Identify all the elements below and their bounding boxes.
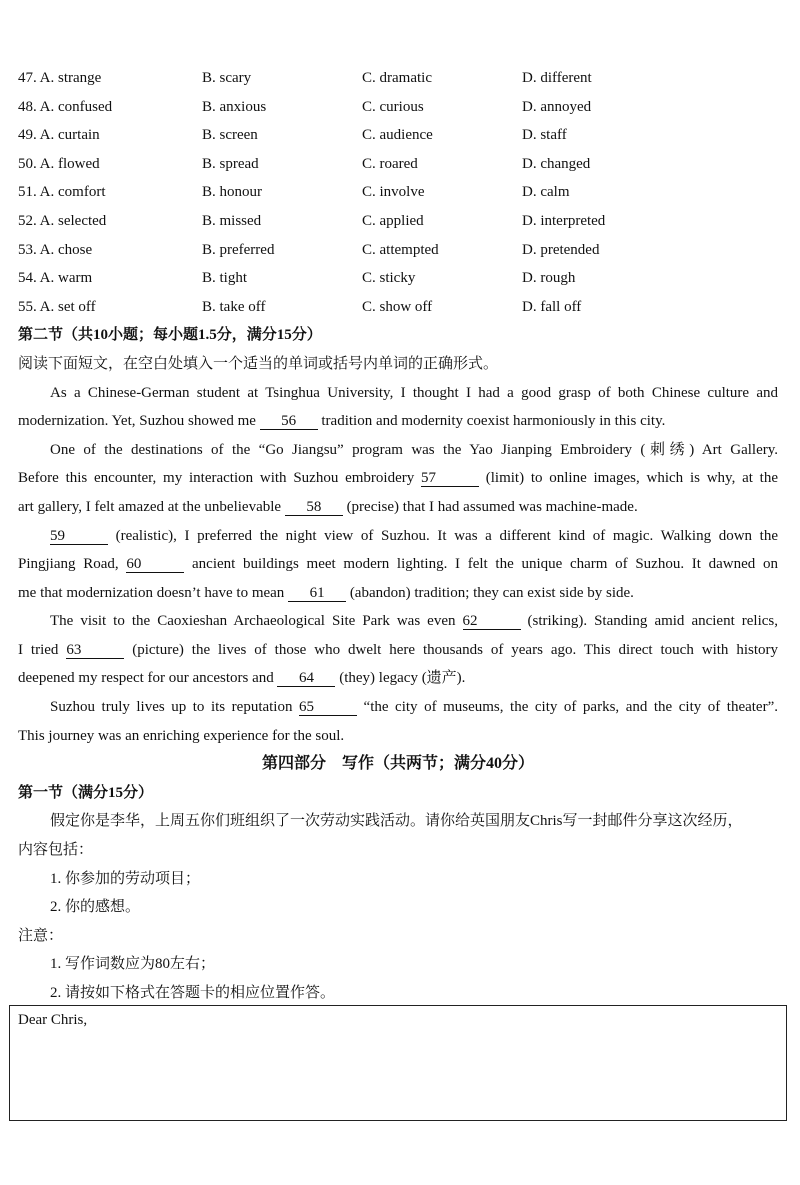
greeting: Dear Chris,	[18, 1012, 88, 1028]
option-row	[18, 150, 778, 179]
section-heading: 第二节（共10小题；每小题1.5分，满分15分）	[18, 327, 322, 344]
option-choice: B. honour	[202, 184, 262, 201]
option-choice: D. pretended	[522, 241, 600, 258]
option-choice: 55. A. set off	[18, 298, 96, 315]
option-choice: B. anxious	[202, 98, 267, 115]
text-segment: The visit to the Caoxieshan Archaeological Site Park was even	[50, 613, 463, 630]
option-choice: D. calm	[522, 184, 570, 201]
paragraph-line	[18, 379, 778, 408]
text-segment: modernization. Yet, Suzhou showed me	[18, 413, 260, 430]
option-choice: 53. A. chose	[18, 241, 93, 258]
option-row	[18, 293, 778, 322]
option-choice: 54. A. warm	[18, 270, 93, 287]
answer-blank[interactable]: 63	[66, 642, 124, 659]
option-choice: 47. A. strange	[18, 70, 102, 86]
text-segment: “the city of museums, the city of parks, and the city of theater”.	[357, 699, 778, 716]
text-segment: ancient buildings meet modern lighting. I felt the unique charm of Suzhou. It dawned on	[184, 556, 778, 573]
answer-blank[interactable]: 65	[299, 699, 357, 716]
text-segment: (striking). Standing amid ancient relics,	[520, 613, 778, 630]
option-choice: B. missed	[202, 212, 262, 229]
note-item: 2. 请按如下格式在答题卡的相应位置作答。	[50, 985, 336, 1001]
task-description-cont: 内容包括：	[18, 842, 94, 859]
option-choice: 51. A. comfort	[18, 184, 106, 201]
option-row	[18, 64, 778, 93]
option-choice: 50. A. flowed	[18, 155, 100, 172]
exam-page	[18, 64, 778, 1008]
text-segment: tradition and modernity coexist harmoniously in this city.	[317, 413, 666, 430]
content-item: 2. 你的感想。	[50, 899, 141, 916]
answer-box[interactable]	[9, 1005, 787, 1121]
answer-blank[interactable]: 59	[50, 528, 108, 545]
text-segment: deepened my respect for our ancestors and	[18, 670, 278, 687]
paragraph-line	[18, 579, 778, 608]
text-segment: Before this encounter, my interaction with Suzhou embroidery	[18, 470, 421, 487]
option-row	[18, 207, 778, 236]
option-choice: C. dramatic	[362, 70, 432, 86]
text-segment: (picture) the lives of those who dwelt here thousands of years ago. This direct touch with history	[124, 641, 779, 658]
paragraph-line	[18, 522, 778, 551]
answer-blank[interactable]: 58	[285, 499, 343, 516]
option-choice: C. curious	[362, 98, 424, 115]
paragraph-line	[18, 550, 778, 579]
text-segment: (they) legacy (遗产).	[335, 670, 466, 687]
paragraph-line	[18, 407, 778, 436]
answer-blank[interactable]: 56	[260, 413, 318, 430]
instruction: 阅读下面短文，在空白处填入一个适当的单词或括号内单词的正确形式。	[18, 355, 499, 372]
task-description: 假定你是李华，上周五你们班组织了一次劳动实践活动。请你给英国朋友Chris写一封邮件分享这次经历，	[50, 813, 743, 830]
option-choice: C. involve	[362, 184, 425, 201]
text-segment: Pingjiang Road,	[18, 556, 127, 573]
answer-blank[interactable]: 64	[277, 670, 335, 687]
option-choice: D. rough	[522, 270, 576, 287]
option-choice: B. take off	[202, 298, 266, 315]
text-segment: (realistic), I preferred the night view of Suzhou. It was a different kind of magic. Walking down the	[108, 527, 778, 544]
option-choice: B. preferred	[202, 241, 275, 258]
option-choice: D. interpreted	[522, 212, 606, 229]
option-choice: D. changed	[522, 155, 591, 172]
option-row	[18, 264, 778, 293]
text-segment: As a Chinese-German student at Tsinghua University, I thought I had a good grasp of both Chinese culture and	[50, 384, 778, 401]
option-choice: C. audience	[362, 127, 433, 144]
option-choice: C. attempted	[362, 241, 439, 258]
text-segment: I tried	[18, 641, 67, 658]
paragraph-line	[18, 607, 778, 636]
text-segment: This journey was an enriching experience for the soul.	[18, 727, 345, 744]
option-choice: B. scary	[202, 70, 252, 86]
text-segment: me that modernization doesn’t have to mean	[18, 584, 289, 601]
note-item: 1. 写作词数应为80左右；	[50, 956, 216, 973]
text-segment: art gallery, I felt amazed at the unbelievable	[18, 498, 285, 515]
paragraph-line	[18, 436, 778, 465]
option-choice: D. different	[522, 70, 592, 86]
option-choice: C. show off	[362, 298, 433, 315]
option-choice: 52. A. selected	[18, 212, 107, 229]
option-choice: B. tight	[202, 270, 248, 287]
option-choice: C. roared	[362, 155, 418, 172]
option-row	[18, 236, 778, 265]
paragraph-line	[18, 493, 778, 522]
option-choice: B. screen	[202, 127, 258, 144]
option-row	[18, 93, 778, 122]
option-choice: D. fall off	[522, 298, 582, 315]
part-title: 第四部分 写作（共两节；满分40分）	[261, 755, 534, 773]
paragraph-line	[18, 464, 778, 493]
paragraph-line	[18, 722, 778, 751]
content-item: 1. 你参加的劳动项目；	[50, 870, 201, 887]
text-segment: (abandon) tradition; they can exist side by side.	[346, 584, 634, 601]
option-choice: 49. A. curtain	[18, 127, 100, 144]
option-choice: 48. A. confused	[18, 98, 113, 115]
answer-blank[interactable]: 61	[288, 585, 346, 602]
text-segment: (limit) to online images, which is why, at the	[478, 470, 778, 487]
notes-label: 注意：	[18, 927, 64, 944]
option-choice: B. spread	[202, 155, 259, 172]
option-choice: C. applied	[362, 212, 424, 229]
option-row	[18, 178, 778, 207]
paragraph-line	[18, 664, 778, 693]
text-segment: One of the destinations of the “Go Jiangsu” program was the Yao Jianping Embroidery (刺绣) Art Gallery.	[50, 441, 778, 458]
option-choice: D. annoyed	[522, 98, 592, 115]
writing-section-heading: 第一节（满分15分）	[18, 784, 154, 801]
text-segment: (precise) that I had assumed was machine-made.	[342, 498, 638, 515]
answer-blank[interactable]: 57	[421, 470, 479, 487]
option-choice: D. staff	[522, 127, 567, 144]
option-row	[18, 121, 778, 150]
text-segment: Suzhou truly lives up to its reputation	[50, 699, 300, 716]
answer-blank[interactable]: 60	[126, 556, 184, 573]
answer-blank[interactable]: 62	[463, 613, 521, 630]
paragraph-line	[18, 636, 778, 665]
option-choice: C. sticky	[362, 270, 416, 287]
paragraph-line	[18, 693, 778, 722]
